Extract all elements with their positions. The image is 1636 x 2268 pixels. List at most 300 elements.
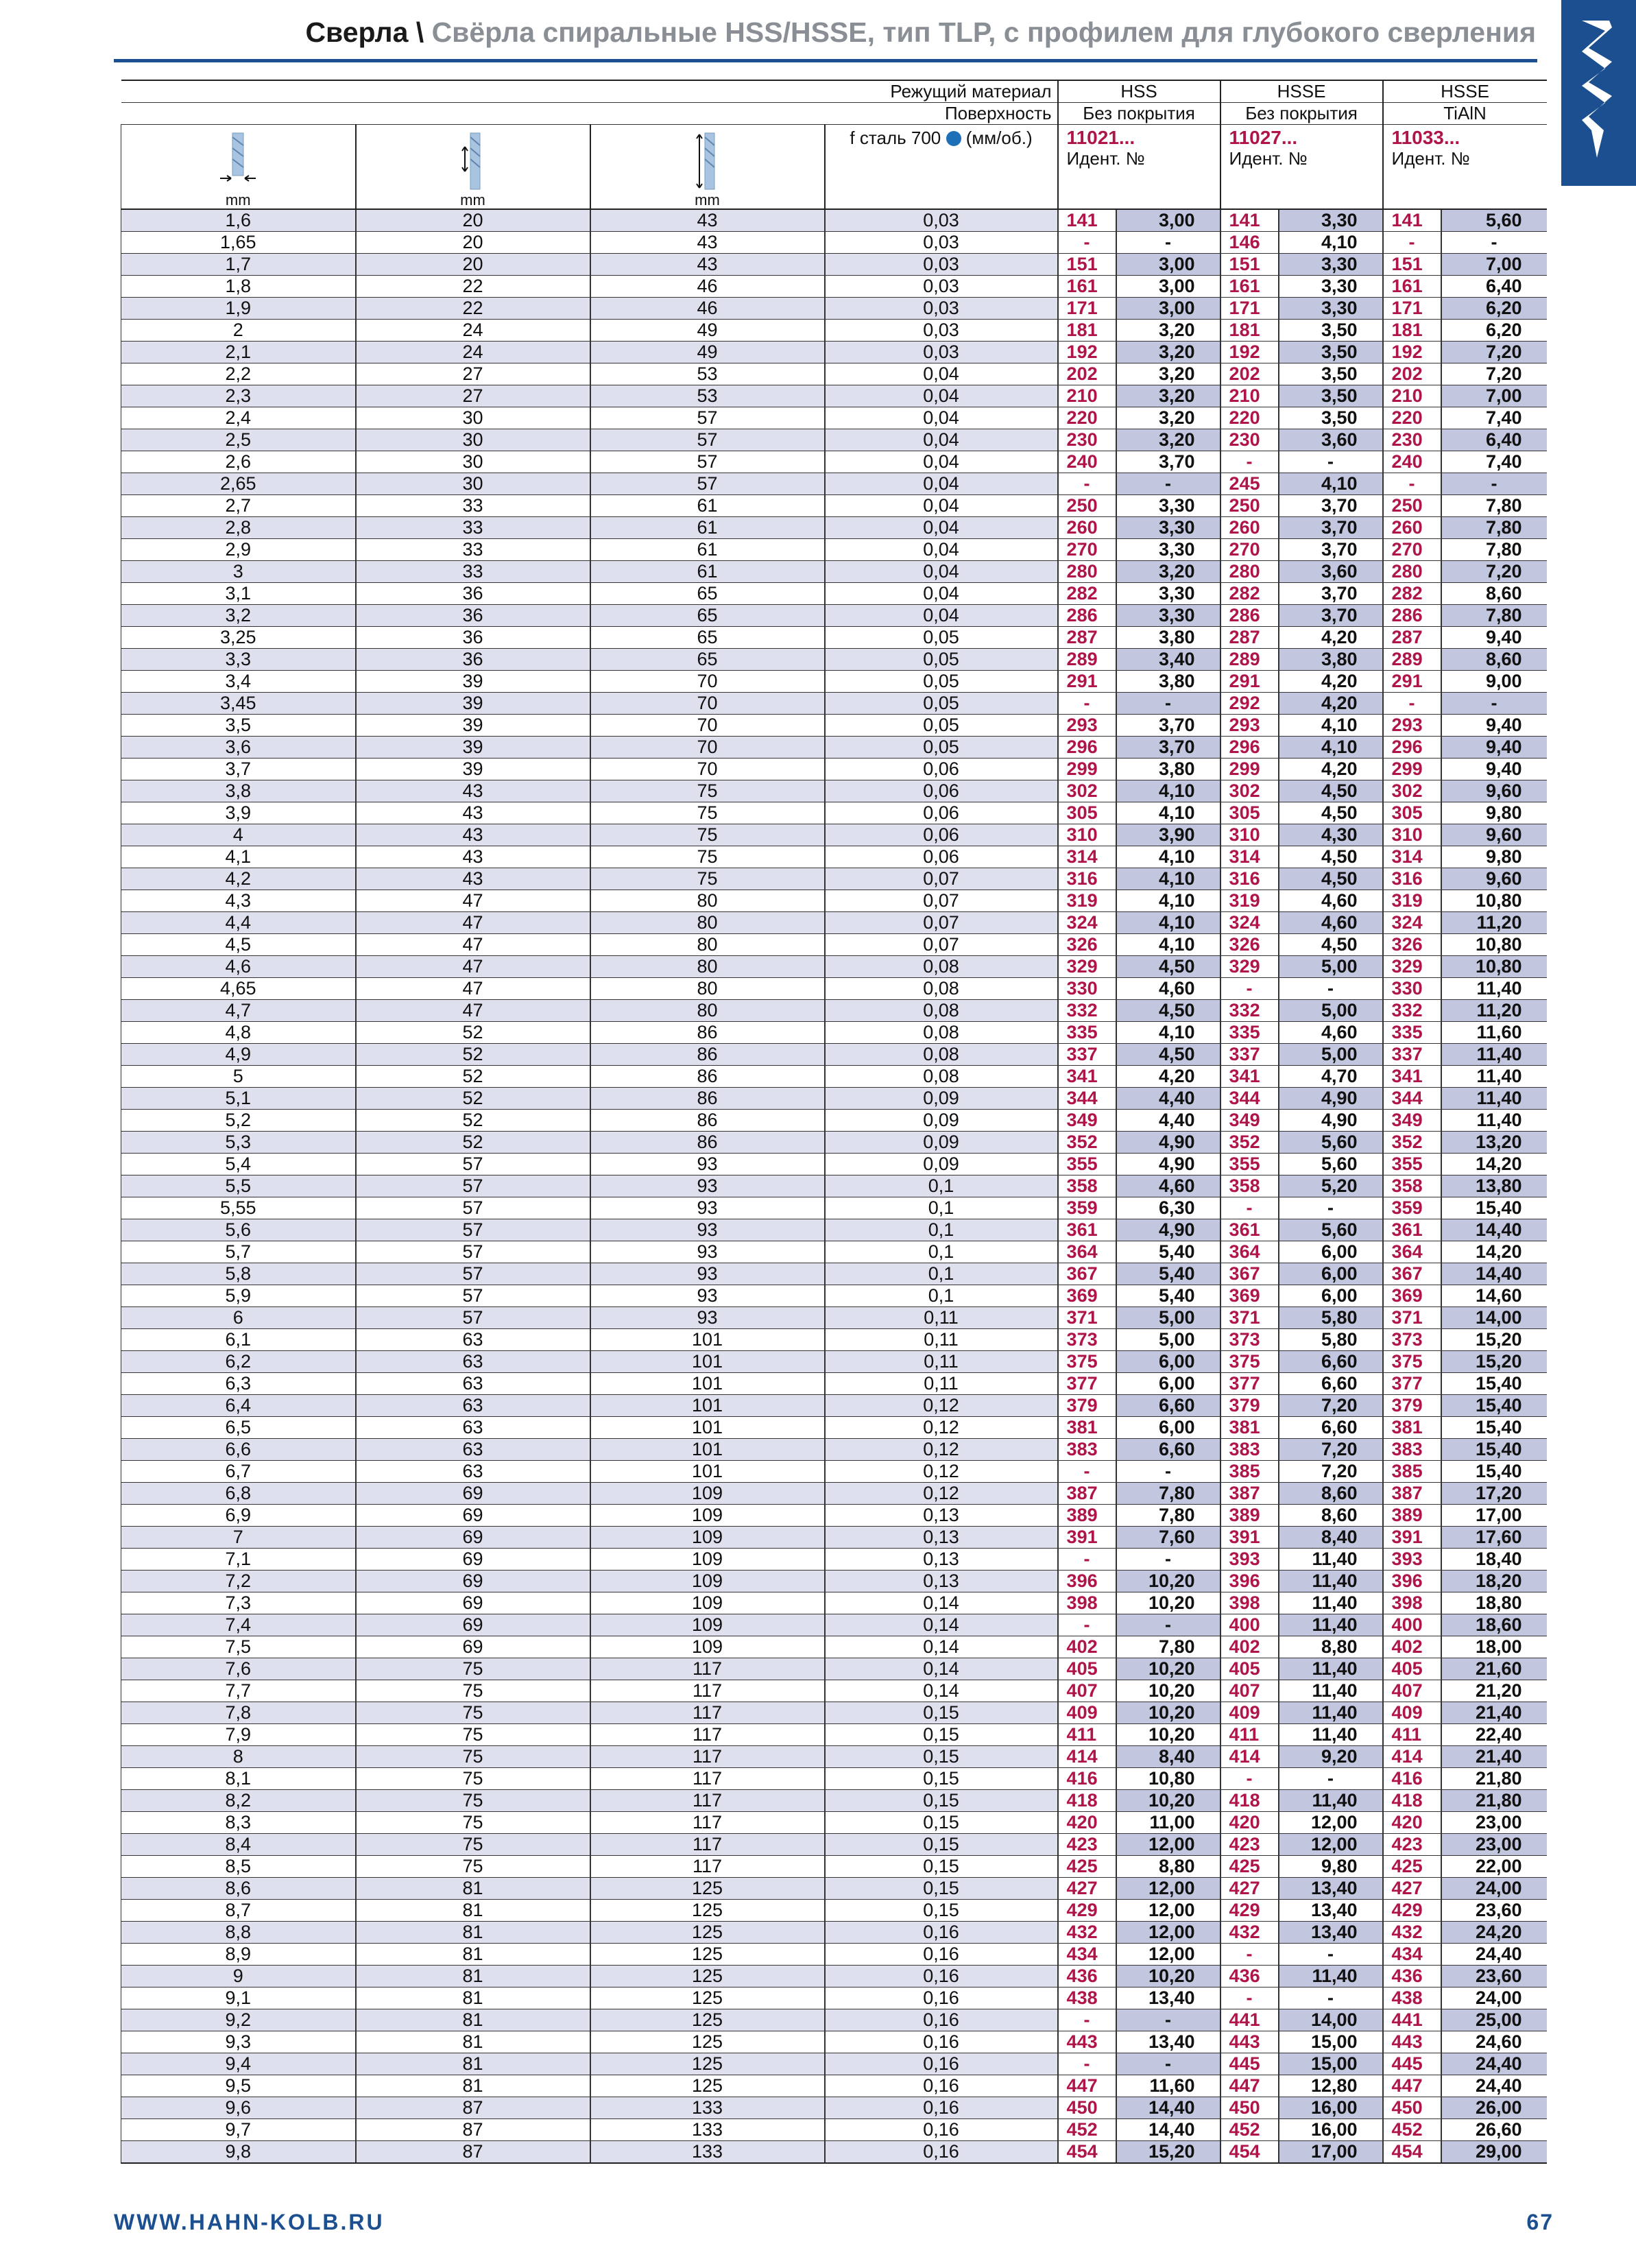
flute-length-icon bbox=[459, 130, 487, 192]
cell-hss-id: 450 bbox=[1058, 2097, 1116, 2119]
cell-hsse-tialn-price: 18,40 bbox=[1441, 1549, 1547, 1571]
cell-feed: 0,08 bbox=[825, 1000, 1058, 1022]
cell-flute-length: 57 bbox=[356, 1175, 590, 1197]
cell-flute-length: 27 bbox=[356, 363, 590, 385]
cell-hss-id: 332 bbox=[1058, 1000, 1116, 1022]
cell-hsse-tialn-price: 14,00 bbox=[1441, 1307, 1547, 1329]
cell-hsse-price: 4,20 bbox=[1279, 693, 1383, 715]
cell-feed: 0,03 bbox=[825, 276, 1058, 298]
cell-hsse-tialn-price: 14,20 bbox=[1441, 1154, 1547, 1175]
cell-hsse-tialn-id: 302 bbox=[1383, 780, 1441, 802]
table-row bbox=[121, 824, 1547, 846]
cell-hsse-id: 402 bbox=[1220, 1636, 1279, 1658]
cell-hsse-price: 4,60 bbox=[1279, 1022, 1383, 1044]
cell-hsse-tialn-id: 441 bbox=[1383, 2009, 1441, 2031]
label-surface: Поверхность bbox=[121, 103, 1058, 125]
cell-hsse-id: 405 bbox=[1220, 1658, 1279, 1680]
cell-hss-price: 4,50 bbox=[1116, 956, 1220, 978]
cell-hsse-price: 4,60 bbox=[1279, 912, 1383, 934]
cell-flute-length: 30 bbox=[356, 451, 590, 473]
cell-diameter: 7,5 bbox=[121, 1636, 356, 1658]
cell-hsse-id: 367 bbox=[1220, 1263, 1279, 1285]
cell-hsse-tialn-id: 335 bbox=[1383, 1022, 1441, 1044]
cell-hss-id: 335 bbox=[1058, 1022, 1116, 1044]
cell-flute-length: 52 bbox=[356, 1066, 590, 1088]
cell-hsse-id: 146 bbox=[1220, 232, 1279, 254]
table-row bbox=[121, 1110, 1547, 1132]
table-row bbox=[121, 802, 1547, 824]
cell-hsse-tialn-price: 7,20 bbox=[1441, 363, 1547, 385]
cell-feed: 0,04 bbox=[825, 495, 1058, 517]
cell-feed: 0,04 bbox=[825, 539, 1058, 561]
cell-hss-id: 289 bbox=[1058, 649, 1116, 671]
cell-feed: 0,09 bbox=[825, 1132, 1058, 1154]
cell-overall-length: 125 bbox=[590, 1988, 825, 2009]
cell-hsse-tialn-price: 6,40 bbox=[1441, 429, 1547, 451]
cell-diameter: 3,2 bbox=[121, 605, 356, 627]
cell-flute-length: 81 bbox=[356, 2009, 590, 2031]
table-row bbox=[121, 1088, 1547, 1110]
cell-overall-length: 61 bbox=[590, 517, 825, 539]
cell-hss-id: 337 bbox=[1058, 1044, 1116, 1066]
cell-hsse-tialn-price: 18,80 bbox=[1441, 1592, 1547, 1614]
cell-hss-id: 379 bbox=[1058, 1395, 1116, 1417]
table-row bbox=[121, 1680, 1547, 1702]
cell-feed: 0,04 bbox=[825, 583, 1058, 605]
cell-flute-length: 81 bbox=[356, 2053, 590, 2075]
cell-hsse-id: 379 bbox=[1220, 1395, 1279, 1417]
cell-overall-length: 109 bbox=[590, 1483, 825, 1505]
cell-overall-length: 43 bbox=[590, 209, 825, 232]
cell-hsse-tialn-price: 10,80 bbox=[1441, 934, 1547, 956]
cell-hsse-tialn-price: 15,40 bbox=[1441, 1439, 1547, 1461]
cell-hsse-tialn-price: 11,40 bbox=[1441, 1110, 1547, 1132]
cell-hss-price: 4,40 bbox=[1116, 1110, 1220, 1132]
cell-hss-price: 14,40 bbox=[1116, 2097, 1220, 2119]
cell-diameter: 5,9 bbox=[121, 1285, 356, 1307]
cell-hsse-price: 4,10 bbox=[1279, 232, 1383, 254]
cell-overall-length: 86 bbox=[590, 1044, 825, 1066]
cell-hss-price: 4,90 bbox=[1116, 1219, 1220, 1241]
cell-hsse-tialn-id: 402 bbox=[1383, 1636, 1441, 1658]
cell-hsse-price: 3,30 bbox=[1279, 209, 1383, 232]
table-row bbox=[121, 2053, 1547, 2075]
table-row bbox=[121, 1944, 1547, 1966]
cell-overall-length: 117 bbox=[590, 1812, 825, 1834]
cell-hsse-tialn-id: 270 bbox=[1383, 539, 1441, 561]
cell-hss-price: 11,60 bbox=[1116, 2075, 1220, 2097]
cell-hsse-tialn-id: 337 bbox=[1383, 1044, 1441, 1066]
cell-hsse-tialn-price: 21,60 bbox=[1441, 1658, 1547, 1680]
cell-feed: 0,16 bbox=[825, 2097, 1058, 2119]
cell-feed: 0,1 bbox=[825, 1285, 1058, 1307]
table-row bbox=[121, 1900, 1547, 1922]
unit-mm: mm bbox=[695, 191, 720, 208]
cell-hss-price: 3,40 bbox=[1116, 649, 1220, 671]
table-row bbox=[121, 583, 1547, 605]
cell-flute-length: 52 bbox=[356, 1110, 590, 1132]
cell-feed: 0,12 bbox=[825, 1461, 1058, 1483]
cell-overall-length: 109 bbox=[590, 1592, 825, 1614]
cell-hsse-tialn-price: 11,40 bbox=[1441, 1066, 1547, 1088]
cell-hsse-tialn-id: 447 bbox=[1383, 2075, 1441, 2097]
cell-overall-length: 57 bbox=[590, 429, 825, 451]
cell-hsse-id: 293 bbox=[1220, 715, 1279, 737]
cell-hsse-tialn-price: 7,00 bbox=[1441, 254, 1547, 276]
cell-hss-id: 371 bbox=[1058, 1307, 1116, 1329]
table-row bbox=[121, 1746, 1547, 1768]
cell-hss-price: 4,90 bbox=[1116, 1132, 1220, 1154]
cell-hss-price: - bbox=[1116, 232, 1220, 254]
cell-feed: 0,05 bbox=[825, 649, 1058, 671]
cell-hsse-id: 352 bbox=[1220, 1132, 1279, 1154]
cell-diameter: 1,65 bbox=[121, 232, 356, 254]
cell-hsse-id: 361 bbox=[1220, 1219, 1279, 1241]
cell-feed: 0,15 bbox=[825, 1724, 1058, 1746]
cell-feed: 0,12 bbox=[825, 1395, 1058, 1417]
cell-hss-id: 151 bbox=[1058, 254, 1116, 276]
cell-hsse-tialn-price: 21,40 bbox=[1441, 1702, 1547, 1724]
cell-hsse-tialn-price: - bbox=[1441, 693, 1547, 715]
cell-feed: 0,04 bbox=[825, 605, 1058, 627]
cell-hsse-tialn-price: 11,40 bbox=[1441, 1044, 1547, 1066]
cell-hss-id: 436 bbox=[1058, 1966, 1116, 1988]
cell-hsse-tialn-id: 375 bbox=[1383, 1351, 1441, 1373]
cell-diameter: 7,8 bbox=[121, 1702, 356, 1724]
cell-hsse-id: 369 bbox=[1220, 1285, 1279, 1307]
cell-overall-length: 93 bbox=[590, 1154, 825, 1175]
cell-flute-length: 57 bbox=[356, 1197, 590, 1219]
cell-diameter: 6,3 bbox=[121, 1373, 356, 1395]
cell-hsse-price: - bbox=[1279, 978, 1383, 1000]
page-title bbox=[110, 8, 1536, 56]
cell-hsse-tialn-id: 296 bbox=[1383, 737, 1441, 759]
blue-dot-icon bbox=[946, 131, 961, 146]
cell-hsse-tialn-price: 24,60 bbox=[1441, 2031, 1547, 2053]
cell-hsse-price: 4,20 bbox=[1279, 671, 1383, 693]
cell-feed: 0,16 bbox=[825, 1988, 1058, 2009]
cell-hss-id: 302 bbox=[1058, 780, 1116, 802]
cell-hsse-tialn-price: 26,60 bbox=[1441, 2119, 1547, 2141]
cell-hsse-price: 4,10 bbox=[1279, 473, 1383, 495]
cell-hsse-price: 4,10 bbox=[1279, 737, 1383, 759]
table-row bbox=[121, 1154, 1547, 1175]
cell-flute-length: 47 bbox=[356, 934, 590, 956]
cell-hss-id: 202 bbox=[1058, 363, 1116, 385]
cell-flute-length: 47 bbox=[356, 890, 590, 912]
table-row bbox=[121, 1658, 1547, 1680]
cell-overall-length: 125 bbox=[590, 2053, 825, 2075]
cell-hsse-price: 14,00 bbox=[1279, 2009, 1383, 2031]
table-row bbox=[121, 363, 1547, 385]
cell-feed: 0,14 bbox=[825, 1592, 1058, 1614]
table-row bbox=[121, 2119, 1547, 2141]
cell-overall-length: 75 bbox=[590, 868, 825, 890]
cell-feed: 0,14 bbox=[825, 1636, 1058, 1658]
cell-flute-length: 69 bbox=[356, 1592, 590, 1614]
cell-hsse-tialn-id: 369 bbox=[1383, 1285, 1441, 1307]
cell-flute-length: 57 bbox=[356, 1241, 590, 1263]
cell-hss-price: 5,00 bbox=[1116, 1307, 1220, 1329]
cell-hsse-tialn-id: 409 bbox=[1383, 1702, 1441, 1724]
cell-hss-id: - bbox=[1058, 473, 1116, 495]
cell-hsse-id: 289 bbox=[1220, 649, 1279, 671]
cell-hsse-id: 326 bbox=[1220, 934, 1279, 956]
cell-hsse-id: 436 bbox=[1220, 1966, 1279, 1988]
cell-hsse-id: 385 bbox=[1220, 1461, 1279, 1483]
cell-hsse-tialn-id: 389 bbox=[1383, 1505, 1441, 1527]
table-row bbox=[121, 1812, 1547, 1834]
table-row bbox=[121, 1461, 1547, 1483]
cell-hsse-tialn-price: 6,20 bbox=[1441, 298, 1547, 320]
cell-hsse-tialn-id: 151 bbox=[1383, 254, 1441, 276]
cell-diameter: 4,6 bbox=[121, 956, 356, 978]
cell-overall-length: 57 bbox=[590, 451, 825, 473]
cell-overall-length: 117 bbox=[590, 1680, 825, 1702]
overall-length-icon bbox=[694, 130, 721, 192]
cell-diameter: 9,4 bbox=[121, 2053, 356, 2075]
table-row bbox=[121, 1988, 1547, 2009]
cell-hsse-tialn-price: 10,80 bbox=[1441, 890, 1547, 912]
cell-hss-price: 12,00 bbox=[1116, 1900, 1220, 1922]
table-row bbox=[121, 1505, 1547, 1527]
cell-hsse-tialn-id: 344 bbox=[1383, 1088, 1441, 1110]
cell-hsse-tialn-id: 425 bbox=[1383, 1856, 1441, 1878]
cell-flute-length: 63 bbox=[356, 1373, 590, 1395]
cell-hss-price: - bbox=[1116, 1461, 1220, 1483]
cell-hsse-price: 5,80 bbox=[1279, 1307, 1383, 1329]
cell-overall-length: 70 bbox=[590, 693, 825, 715]
cell-hss-id: 349 bbox=[1058, 1110, 1116, 1132]
cell-hss-price: 4,10 bbox=[1116, 934, 1220, 956]
cell-flute-length: 33 bbox=[356, 539, 590, 561]
cell-feed: 0,15 bbox=[825, 1812, 1058, 1834]
surface-hss: Без покрытия bbox=[1058, 103, 1220, 125]
cell-hsse-tialn-price: 15,40 bbox=[1441, 1395, 1547, 1417]
cell-diameter: 2,5 bbox=[121, 429, 356, 451]
cell-hsse-id: 282 bbox=[1220, 583, 1279, 605]
cell-hss-id: 355 bbox=[1058, 1154, 1116, 1175]
cell-flute-length: 30 bbox=[356, 473, 590, 495]
cell-feed: 0,11 bbox=[825, 1307, 1058, 1329]
table-row bbox=[121, 1241, 1547, 1263]
cell-hsse-tialn-id: 383 bbox=[1383, 1439, 1441, 1461]
cell-hsse-tialn-price: 21,20 bbox=[1441, 1680, 1547, 1702]
cell-hsse-id: 432 bbox=[1220, 1922, 1279, 1944]
cell-flute-length: 22 bbox=[356, 276, 590, 298]
table-row bbox=[121, 1044, 1547, 1066]
cell-flute-length: 57 bbox=[356, 1154, 590, 1175]
cell-hsse-tialn-id: 381 bbox=[1383, 1417, 1441, 1439]
cell-hsse-price: 13,40 bbox=[1279, 1900, 1383, 1922]
cell-feed: 0,04 bbox=[825, 473, 1058, 495]
cell-hsse-tialn-id: 385 bbox=[1383, 1461, 1441, 1483]
cell-flute-length: 75 bbox=[356, 1658, 590, 1680]
article-number: 11021... bbox=[1066, 127, 1135, 148]
cell-hss-id: 324 bbox=[1058, 912, 1116, 934]
cell-hsse-tialn-price: 24,40 bbox=[1441, 2053, 1547, 2075]
cell-hsse-id: 423 bbox=[1220, 1834, 1279, 1856]
cell-feed: 0,05 bbox=[825, 737, 1058, 759]
cell-hsse-tialn-id: 436 bbox=[1383, 1966, 1441, 1988]
table-row bbox=[121, 1307, 1547, 1329]
table-row bbox=[121, 209, 1547, 232]
cell-diameter: 7,9 bbox=[121, 1724, 356, 1746]
cell-overall-length: 43 bbox=[590, 232, 825, 254]
cell-hss-id: 344 bbox=[1058, 1088, 1116, 1110]
cell-overall-length: 65 bbox=[590, 649, 825, 671]
cell-diameter: 6,8 bbox=[121, 1483, 356, 1505]
cell-hsse-tialn-id: 454 bbox=[1383, 2141, 1441, 2164]
cell-flute-length: 33 bbox=[356, 495, 590, 517]
cell-hsse-price: 11,40 bbox=[1279, 1680, 1383, 1702]
table-row bbox=[121, 912, 1547, 934]
cell-hss-price: 3,20 bbox=[1116, 561, 1220, 583]
cell-hss-id: 383 bbox=[1058, 1439, 1116, 1461]
col-feed-header bbox=[825, 125, 1058, 210]
cell-overall-length: 75 bbox=[590, 846, 825, 868]
cell-hsse-tialn-price: 9,00 bbox=[1441, 671, 1547, 693]
cell-hss-id: 375 bbox=[1058, 1351, 1116, 1373]
cell-hsse-price: 4,50 bbox=[1279, 934, 1383, 956]
cell-hss-price: 4,90 bbox=[1116, 1154, 1220, 1175]
cell-overall-length: 75 bbox=[590, 780, 825, 802]
cell-hsse-tialn-id: 161 bbox=[1383, 276, 1441, 298]
cell-hss-price: 4,10 bbox=[1116, 1022, 1220, 1044]
cell-hsse-tialn-price: 9,60 bbox=[1441, 824, 1547, 846]
cell-diameter: 3,6 bbox=[121, 737, 356, 759]
cell-hsse-tialn-id: 326 bbox=[1383, 934, 1441, 956]
cell-hss-id: 425 bbox=[1058, 1856, 1116, 1878]
table-row bbox=[121, 1395, 1547, 1417]
footer-url[interactable]: WWW.HAHN-KOLB.RU bbox=[114, 2210, 385, 2234]
cell-hsse-price: 3,70 bbox=[1279, 539, 1383, 561]
cell-hsse-price: 13,40 bbox=[1279, 1878, 1383, 1900]
cell-hss-price: 3,30 bbox=[1116, 539, 1220, 561]
cell-hss-price: 3,30 bbox=[1116, 583, 1220, 605]
cell-hss-id: 230 bbox=[1058, 429, 1116, 451]
table-row bbox=[121, 2031, 1547, 2053]
cell-hsse-id: 314 bbox=[1220, 846, 1279, 868]
cell-hsse-id: - bbox=[1220, 1768, 1279, 1790]
cell-hsse-price: 3,50 bbox=[1279, 363, 1383, 385]
cell-hsse-price: 3,30 bbox=[1279, 254, 1383, 276]
cell-hsse-id: 427 bbox=[1220, 1878, 1279, 1900]
cell-overall-length: 46 bbox=[590, 298, 825, 320]
drill-diameter-icon bbox=[217, 130, 258, 192]
cell-flute-length: 69 bbox=[356, 1483, 590, 1505]
material-hss: HSS bbox=[1058, 80, 1220, 103]
cell-flute-length: 30 bbox=[356, 429, 590, 451]
cell-feed: 0,16 bbox=[825, 2075, 1058, 2097]
cell-diameter: 4,4 bbox=[121, 912, 356, 934]
cell-feed: 0,07 bbox=[825, 868, 1058, 890]
table-row bbox=[121, 2009, 1547, 2031]
cell-hsse-id: 161 bbox=[1220, 276, 1279, 298]
cell-overall-length: 101 bbox=[590, 1417, 825, 1439]
cell-overall-length: 109 bbox=[590, 1636, 825, 1658]
article-number: 11027... bbox=[1229, 127, 1298, 148]
cell-hsse-tialn-price: 7,80 bbox=[1441, 605, 1547, 627]
cell-flute-length: 69 bbox=[356, 1636, 590, 1658]
cell-hsse-id: - bbox=[1220, 978, 1279, 1000]
cell-diameter: 4,7 bbox=[121, 1000, 356, 1022]
title-rule bbox=[114, 59, 1537, 62]
cell-feed: 0,12 bbox=[825, 1483, 1058, 1505]
section-tab bbox=[1561, 0, 1636, 186]
cell-feed: 0,09 bbox=[825, 1154, 1058, 1175]
cell-hsse-price: 11,40 bbox=[1279, 1614, 1383, 1636]
table-row bbox=[121, 495, 1547, 517]
cell-feed: 0,1 bbox=[825, 1197, 1058, 1219]
cell-hss-id: 416 bbox=[1058, 1768, 1116, 1790]
cell-hss-id: 359 bbox=[1058, 1197, 1116, 1219]
cell-hss-price: 12,00 bbox=[1116, 1878, 1220, 1900]
cell-overall-length: 125 bbox=[590, 1900, 825, 1922]
cell-overall-length: 80 bbox=[590, 912, 825, 934]
cell-overall-length: 133 bbox=[590, 2097, 825, 2119]
cell-hss-id: 364 bbox=[1058, 1241, 1116, 1263]
cell-flute-length: 36 bbox=[356, 583, 590, 605]
cell-hsse-price: 3,70 bbox=[1279, 583, 1383, 605]
cell-hsse-tialn-id: 210 bbox=[1383, 385, 1441, 407]
cell-flute-length: 81 bbox=[356, 1944, 590, 1966]
cell-hss-price: 4,10 bbox=[1116, 912, 1220, 934]
cell-hsse-id: 335 bbox=[1220, 1022, 1279, 1044]
cell-diameter: 8,3 bbox=[121, 1812, 356, 1834]
cell-hsse-price: - bbox=[1279, 1197, 1383, 1219]
cell-diameter: 7,2 bbox=[121, 1571, 356, 1592]
cell-hsse-tialn-price: 9,40 bbox=[1441, 715, 1547, 737]
cell-hsse-tialn-id: 141 bbox=[1383, 209, 1441, 232]
cell-hsse-price: 5,60 bbox=[1279, 1154, 1383, 1175]
page-title-product: Свёрла спиральные HSS/HSSE, тип TLP, с профилем для глубокого сверления bbox=[431, 16, 1536, 48]
cell-hsse-price: 7,20 bbox=[1279, 1395, 1383, 1417]
cell-hss-price: - bbox=[1116, 693, 1220, 715]
cell-overall-length: 46 bbox=[590, 276, 825, 298]
cell-hss-price: 3,20 bbox=[1116, 385, 1220, 407]
cell-hsse-tialn-id: 359 bbox=[1383, 1197, 1441, 1219]
cell-overall-length: 125 bbox=[590, 1966, 825, 1988]
cell-hsse-price: 6,00 bbox=[1279, 1241, 1383, 1263]
cell-hsse-tialn-id: 400 bbox=[1383, 1614, 1441, 1636]
table-row bbox=[121, 1549, 1547, 1571]
cell-hsse-tialn-id: 352 bbox=[1383, 1132, 1441, 1154]
cell-hsse-tialn-price: 9,60 bbox=[1441, 868, 1547, 890]
cell-hss-price: 4,10 bbox=[1116, 846, 1220, 868]
table-row bbox=[121, 693, 1547, 715]
group-hsse-header bbox=[1220, 125, 1383, 210]
cell-feed: 0,16 bbox=[825, 2119, 1058, 2141]
cell-diameter: 3,9 bbox=[121, 802, 356, 824]
cell-hsse-price: 9,20 bbox=[1279, 1746, 1383, 1768]
material-hsse-coated: HSSE bbox=[1383, 80, 1547, 103]
cell-hsse-id: 441 bbox=[1220, 2009, 1279, 2031]
cell-hss-price: 4,40 bbox=[1116, 1088, 1220, 1110]
cell-flute-length: 39 bbox=[356, 715, 590, 737]
cell-hss-price: 6,00 bbox=[1116, 1351, 1220, 1373]
cell-diameter: 8,1 bbox=[121, 1768, 356, 1790]
cell-hsse-tialn-price: 11,40 bbox=[1441, 1088, 1547, 1110]
table-row bbox=[121, 1636, 1547, 1658]
cell-flute-length: 39 bbox=[356, 759, 590, 780]
cell-feed: 0,07 bbox=[825, 890, 1058, 912]
cell-hsse-tialn-id: 432 bbox=[1383, 1922, 1441, 1944]
cell-overall-length: 109 bbox=[590, 1571, 825, 1592]
cell-hsse-tialn-price: 7,40 bbox=[1441, 451, 1547, 473]
cell-hsse-tialn-price: 29,00 bbox=[1441, 2141, 1547, 2164]
cell-feed: 0,06 bbox=[825, 802, 1058, 824]
